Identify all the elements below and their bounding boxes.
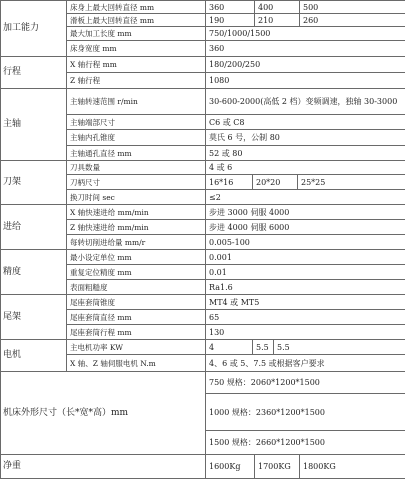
category-tailstock: 尾架	[1, 295, 67, 340]
label-spindle-nose: 主轴端部尺寸	[67, 115, 206, 130]
value-tail-taper: MT4 或 MT5	[206, 295, 405, 310]
category-weight: 净重	[1, 455, 206, 479]
value-weight-1: 1600Kg	[206, 455, 255, 479]
value-dim-750: 750 规格：2060*1200*1500	[206, 372, 405, 394]
value-servo: 4、6 或 5、7.5 或根据客户要求	[206, 355, 405, 372]
table-row	[1, 295, 405, 310]
label-spindle-bore: 主轴通孔直径 mm	[67, 146, 206, 161]
value-cut-feed: 0.005-100	[206, 235, 405, 250]
table-row	[1, 372, 405, 394]
value-z-rapid: 步进 4000 伺服 6000	[206, 220, 405, 235]
label-swing-slide: 滑板上最大回转直径 mm	[67, 14, 206, 27]
category-precision: 精度	[1, 250, 67, 295]
label-tool-count: 刀具数量	[67, 161, 206, 175]
value-main-power-group	[206, 340, 405, 355]
value-repeat: 0.01	[206, 265, 405, 280]
label-bed-width: 床身宽度 mm	[67, 41, 206, 57]
value-max-length: 750/1000/1500	[206, 27, 405, 41]
table-row	[1, 57, 405, 73]
label-min-unit: 最小设定单位 mm	[67, 250, 206, 265]
label-tail-travel: 尾座套筒行程 mm	[67, 325, 206, 340]
value-main-power-3: 5.5	[274, 340, 405, 354]
value-weight-3: 1800KG	[300, 455, 405, 479]
label-z-travel: Z 轴行程	[67, 73, 206, 89]
value-tool-size-group	[206, 175, 405, 190]
value-x-travel: 180/200/250	[206, 57, 405, 73]
category-dimensions: 机床外形尺寸（长*宽*高）mm	[1, 372, 206, 455]
table-row	[1, 250, 405, 265]
value-tool-size-3: 25*25	[298, 175, 405, 189]
value-dim-1500: 1500 规格：2660*1200*1500	[206, 431, 405, 455]
label-x-rapid: X 轴快速进给 mm/min	[67, 205, 206, 220]
value-tool-count: 4 或 6	[206, 161, 405, 175]
label-change-time: 换刀时间 sec	[67, 190, 206, 205]
value-swing-slide-1: 190	[206, 14, 255, 27]
value-x-rapid: 步进 3000 伺服 4000	[206, 205, 405, 220]
category-feed: 进给	[1, 205, 67, 250]
table-row	[1, 455, 405, 479]
value-z-travel: 1080	[206, 73, 405, 89]
label-max-length: 最大加工长度 mm	[67, 27, 206, 41]
label-spindle-taper: 主轴内孔锥度	[67, 130, 206, 146]
label-tail-taper: 尾座套筒锥度	[67, 295, 206, 310]
value-spindle-bore: 52 或 80	[206, 146, 405, 161]
value-dim-1000: 1000 规格：2360*1200*1500	[206, 394, 405, 431]
category-turret: 刀架	[1, 161, 67, 205]
category-travel: 行程	[1, 57, 67, 89]
value-tool-size-1: 16*16	[206, 175, 253, 189]
value-tool-size-2: 20*20	[253, 175, 298, 189]
value-swing-slide-2: 210	[255, 14, 300, 27]
value-spindle-nose: C6 或 C8	[206, 115, 405, 130]
label-x-travel: X 轴行程 mm	[67, 57, 206, 73]
value-swing-bed-1: 360	[206, 1, 255, 14]
value-weight-2: 1700KG	[255, 455, 300, 479]
category-motor: 电机	[1, 340, 67, 372]
value-min-unit: 0.001	[206, 250, 405, 265]
value-tail-travel: 130	[206, 325, 405, 340]
label-z-rapid: Z 轴快速进给 mm/min	[67, 220, 206, 235]
label-surface: 表面粗糙度	[67, 280, 206, 295]
category-capacity: 加工能力	[1, 1, 67, 57]
label-swing-bed: 床身上最大回转直径 mm	[67, 1, 206, 14]
value-tail-diameter: 65	[206, 310, 405, 325]
value-speed-range: 30-600-2000(高低 2 档）变频调速，独轴 30-3000	[206, 89, 405, 115]
label-repeat: 重复定位精度 mm	[67, 265, 206, 280]
table-row	[1, 89, 405, 115]
table-row	[1, 340, 405, 355]
table-row	[1, 161, 405, 175]
value-bed-width: 360	[206, 41, 405, 57]
value-swing-slide-3: 260	[300, 14, 405, 27]
value-main-power-1: 4	[206, 340, 253, 354]
value-spindle-taper: 莫氏 6 号，公制 80	[206, 130, 405, 146]
value-change-time: ≤2	[206, 190, 405, 205]
label-cut-feed: 每转切削进给量 mm/r	[67, 235, 206, 250]
value-swing-bed-2: 400	[255, 1, 300, 14]
value-surface: Ra1.6	[206, 280, 405, 295]
category-spindle: 主轴	[1, 89, 67, 161]
label-speed-range: 主轴转速范围 r/min	[67, 89, 206, 115]
table-row	[1, 1, 405, 14]
label-main-power: 主电机功率 KW	[67, 340, 206, 355]
table-row	[1, 205, 405, 220]
label-tail-diameter: 尾座套筒直径 mm	[67, 310, 206, 325]
label-tool-size: 刀柄尺寸	[67, 175, 206, 190]
value-main-power-2: 5.5	[253, 340, 274, 354]
label-servo: X 轴、Z 轴伺服电机 N.m	[67, 355, 206, 372]
value-swing-bed-3: 500	[300, 1, 405, 14]
